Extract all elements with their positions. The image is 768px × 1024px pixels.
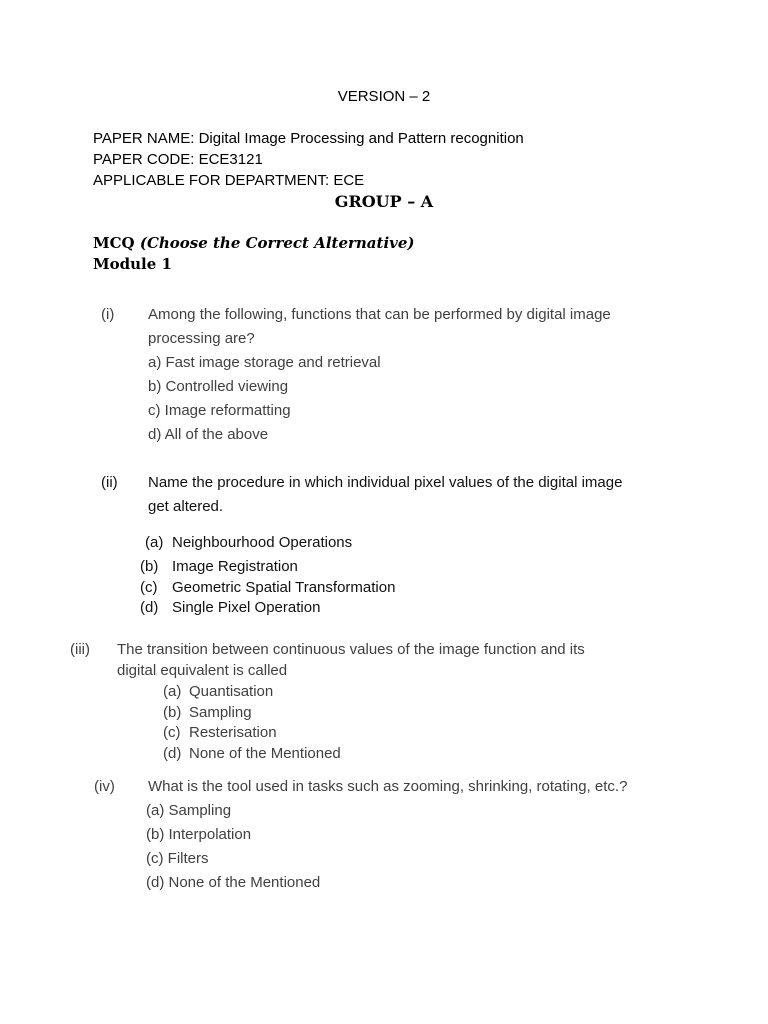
department: APPLICABLE FOR DEPARTMENT: ECE <box>93 172 365 189</box>
group-heading: GROUP – A <box>334 192 434 211</box>
option: Sampling <box>189 704 252 721</box>
option: Image Registration <box>172 558 298 575</box>
option: Quantisation <box>189 683 274 700</box>
question-text: digital equivalent is called <box>117 662 288 679</box>
question-number: (iii) <box>70 641 90 658</box>
option: Resterisation <box>189 724 277 741</box>
question-text: Name the procedure in which individual pixel values of the digital image <box>148 474 623 491</box>
option: Neighbourhood Operations <box>172 534 353 551</box>
question-text: get altered. <box>148 498 224 515</box>
option: Geometric Spatial Transformation <box>172 579 396 596</box>
question-number: (iv) <box>94 778 115 795</box>
question-number: (ii) <box>101 474 118 491</box>
option: Single Pixel Operation <box>172 599 321 616</box>
version-label: VERSION – 2 <box>337 88 431 105</box>
option-label: (a) <box>145 534 164 551</box>
option: (a) Sampling <box>146 802 232 819</box>
option: c) Image reformatting <box>148 402 291 419</box>
option-label: (b) <box>163 704 182 721</box>
mcq-label: MCQ <box>93 234 135 252</box>
option: (b) Interpolation <box>146 826 252 843</box>
option-label: (d) <box>140 599 159 616</box>
option-label: (d) <box>163 745 182 762</box>
option: (d) None of the Mentioned <box>146 874 321 891</box>
mcq-heading <box>93 234 415 252</box>
option-label: (a) <box>163 683 182 700</box>
option: a) Fast image storage and retrieval <box>148 354 381 371</box>
option: (c) Filters <box>146 850 209 867</box>
option-label: (c) <box>140 579 158 596</box>
question-text: processing are? <box>148 330 255 347</box>
option-label: (b) <box>140 558 159 575</box>
question-text: Among the following, functions that can be performed by digital image <box>148 306 611 323</box>
mcq-instruction: (Choose the Correct Alternative) <box>139 234 415 252</box>
question-text: The transition between continuous values of the image function and its <box>117 641 585 658</box>
option-label: (c) <box>163 724 181 741</box>
paper-name: PAPER NAME: Digital Image Processing and Pattern recognition <box>93 130 524 147</box>
question-number: (i) <box>101 306 115 323</box>
module-heading: Module 1 <box>93 255 172 273</box>
paper-code: PAPER CODE: ECE3121 <box>93 151 263 168</box>
option: d) All of the above <box>148 426 269 443</box>
question-text: What is the tool used in tasks such as zooming, shrinking, rotating, etc.? <box>148 778 628 795</box>
option: b) Controlled viewing <box>148 378 289 395</box>
option: None of the Mentioned <box>189 745 341 762</box>
